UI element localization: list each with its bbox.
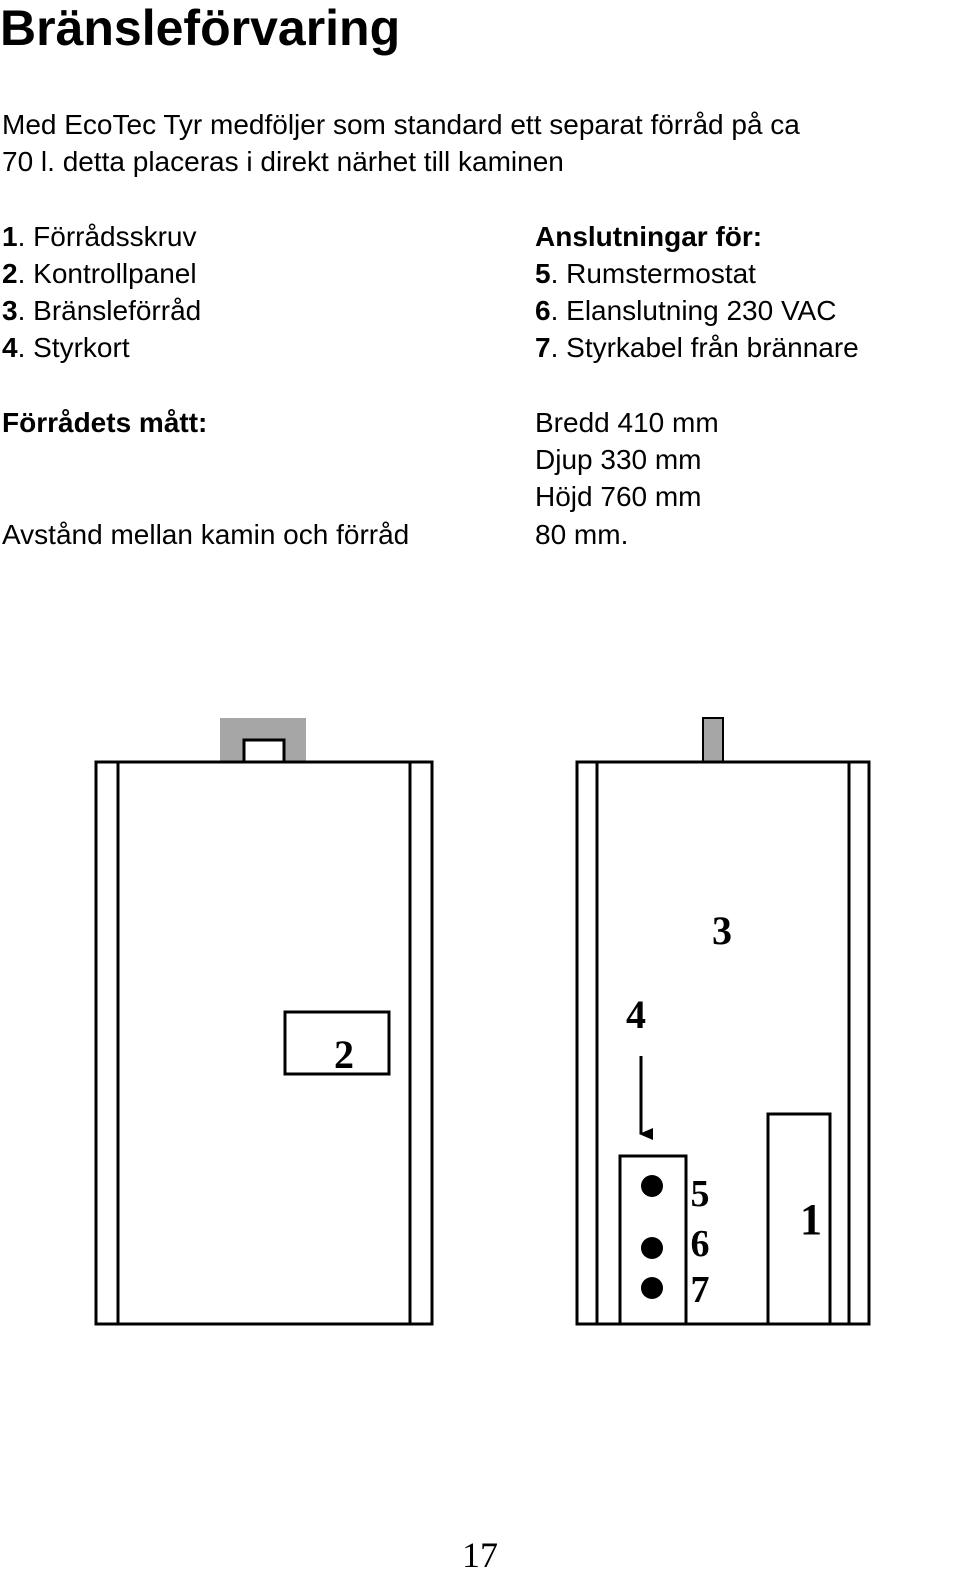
label-1: 1 (800, 1195, 822, 1244)
label-3: 3 (712, 908, 732, 953)
distance-value: 80 mm. (535, 519, 629, 550)
part-number: 1 (2, 221, 18, 252)
intro-line-1: Med EcoTec Tyr medföljer som standard ett separat förråd på ca (2, 109, 800, 140)
front-housing (96, 762, 432, 1324)
connector-5-dot (641, 1175, 663, 1197)
label-5: 5 (690, 1173, 710, 1215)
side-view (577, 718, 869, 1324)
label-2: 2 (334, 1032, 354, 1077)
feed-screw-side (703, 718, 723, 762)
page-title: Bränsleförvaring (0, 0, 401, 56)
part-number: 2 (2, 258, 18, 289)
part-item-1 (2, 220, 197, 254)
part-number: 4 (2, 332, 18, 363)
storage-diagram (0, 700, 960, 1340)
dimension-height: Höjd 760 mm (535, 481, 702, 512)
connection-item-5 (535, 257, 756, 291)
label-7: 7 (690, 1269, 710, 1311)
connection-number: 7 (535, 332, 551, 363)
front-view (96, 718, 432, 1324)
dimension-width: Bredd 410 mm (535, 407, 719, 438)
part-label: . Styrkort (17, 332, 130, 363)
connection-item-6 (535, 294, 836, 328)
connection-number: 5 (535, 258, 551, 289)
distance-label: Avstånd mellan kamin och förråd (2, 519, 410, 550)
part-item-2 (2, 257, 197, 291)
label-6: 6 (690, 1223, 710, 1265)
connector-7-dot (641, 1277, 663, 1299)
connection-label: . Rumstermostat (550, 258, 756, 289)
connections-heading: Anslutningar för: (535, 221, 763, 252)
feed-opening (244, 740, 284, 762)
connection-number: 6 (535, 295, 551, 326)
connection-item-7 (535, 331, 859, 365)
dimensions-heading: Förrådets mått: (2, 407, 208, 438)
label-4: 4 (626, 992, 646, 1037)
connection-label: . Elanslutning 230 VAC (550, 295, 837, 326)
page-number: 17 (462, 1535, 498, 1575)
connection-label: . Styrkabel från brännare (550, 332, 859, 363)
part-number: 3 (2, 295, 18, 326)
part-label: . Bränsleförråd (17, 295, 202, 326)
part-item-4 (2, 331, 130, 365)
connector-6-dot (641, 1237, 663, 1259)
part-label: . Kontrollpanel (17, 258, 197, 289)
intro-line-2: 70 l. detta placeras i direkt närhet till kaminen (2, 146, 564, 177)
part-label: . Förrådsskruv (17, 221, 197, 252)
dimension-depth: Djup 330 mm (535, 444, 702, 475)
part-item-3 (2, 294, 201, 328)
